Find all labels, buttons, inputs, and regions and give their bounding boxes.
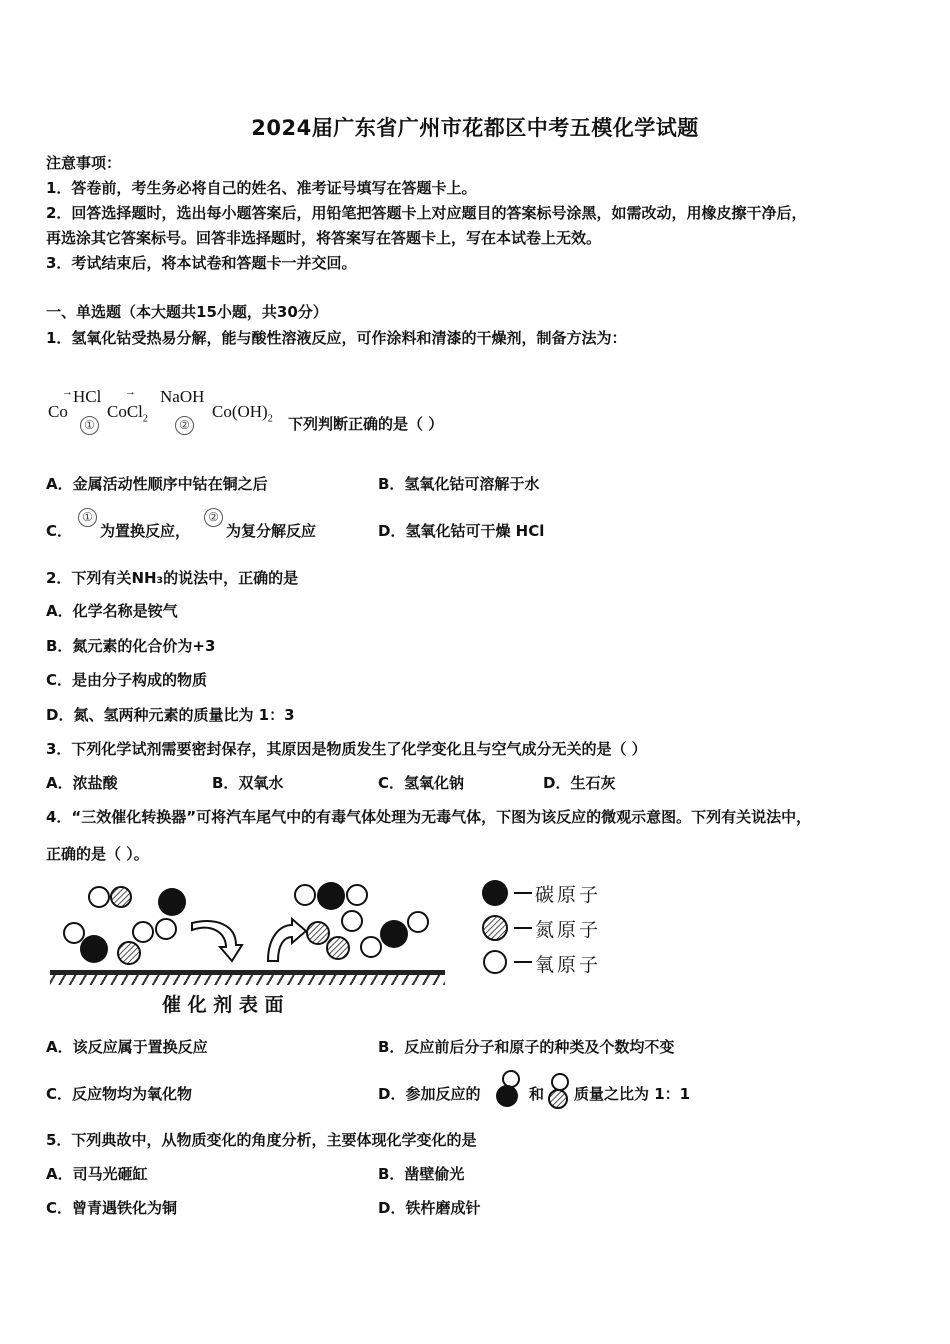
q3-option-c: C．氢氧化钠 — [378, 774, 465, 792]
arrow-down-icon — [192, 921, 242, 961]
eq-co: Co — [48, 402, 68, 421]
step-2-marker: ② — [175, 416, 194, 435]
eq-cooh2: $Co(OH)_2$ — [212, 402, 273, 425]
legend-carbon-label: 碳原子 — [535, 884, 602, 906]
legend-oxygen-label: 氧原子 — [535, 954, 602, 976]
q1-option-d: D．氢氧化钴可干燥 HCl — [378, 522, 545, 540]
co-molecule-icon — [494, 1069, 524, 1109]
surface-label: 催 化 剂 表 面 — [162, 994, 284, 1016]
oxygen-atom-left — [156, 919, 176, 939]
q4-option-d-and: 和 — [529, 1085, 545, 1103]
q1-option-b: B．氢氧化钴可溶解于水 — [378, 475, 540, 493]
q1-option-a: A．金属活动性顺序中钴在铜之后 — [46, 475, 268, 493]
arrow-2-icon: → — [125, 386, 136, 398]
oxygen-atom-right — [342, 911, 362, 931]
q4-option-b: B．反应前后分子和原子的种类及个数均不变 — [378, 1038, 675, 1056]
q3-stem: 3．下列化学试剂需要密封保存，其原因是物质发生了化学变化且与空气成分无关的是（ ） — [46, 740, 647, 758]
notice-3: 3．考试结束后，将本试卷和答题卡一并交回。 — [46, 254, 357, 272]
q1-option-c-mid: 为置换反应， — [100, 522, 191, 540]
q5-option-b: B．凿壁偷光 — [378, 1165, 465, 1183]
q1-option-c-label: C． — [46, 522, 73, 540]
molecule-no-mid — [118, 922, 153, 964]
notice-heading: 注意事项： — [46, 154, 122, 172]
section-heading: 一、单选题（本大题共15小题，共30分） — [46, 303, 328, 321]
molecule-co2-right — [361, 912, 428, 957]
q2-option-c: C．是由分子构成的物质 — [46, 671, 208, 689]
q4-option-d-prefix: D．参加反应的 — [378, 1085, 481, 1103]
molecule-co-top — [158, 888, 186, 916]
q2-option-a: A．化学名称是铵气 — [46, 602, 178, 620]
notice-2a: 2．回答选择题时，选出每小题答案后，用铅笔把答题卡上对应题目的答案标号涂黑，如需改动，用橡皮擦干净后， — [46, 204, 807, 222]
catalyst-surface-hatch — [50, 975, 445, 985]
legend-nitrogen-label: 氮原子 — [535, 919, 602, 941]
eq-hcl: HCl — [73, 387, 102, 406]
q2-option-b: B．氮元素的化合价为+3 — [46, 637, 216, 655]
q5-option-d: D．铁杵磨成针 — [378, 1199, 481, 1217]
eq-cocl2: CoCl$_2$ — [107, 402, 148, 425]
q3-option-d: D．生石灰 — [543, 774, 616, 792]
q5-option-a: A．司马光砸缸 — [46, 1165, 148, 1183]
arrow-up-icon — [268, 919, 306, 961]
step-1-marker: ① — [80, 416, 99, 435]
q2-option-d: D．氮、氢两种元素的质量比为 1：3 — [46, 706, 295, 724]
no-molecule-icon — [546, 1072, 572, 1112]
q1-tail: 下列判断正确的是（ ） — [288, 415, 444, 433]
molecule-co-left — [64, 923, 108, 963]
step-2-marker-c: ② — [204, 508, 223, 527]
molecule-co2-top — [295, 882, 367, 910]
q4-stem-b: 正确的是（ ）。 — [46, 845, 149, 863]
notice-2b: 再选涂其它答案标号。回答非选择题时，将答案写在答题卡上，写在本试卷上无效。 — [46, 229, 602, 247]
eq-naoh: NaOH — [160, 387, 205, 406]
q4-option-d-end: 质量之比为 1：1 — [574, 1085, 691, 1103]
q5-option-c: C．曾青遇铁化为铜 — [46, 1199, 178, 1217]
q4-stem-a: 4．“三效催化转换器”可将汽车尾气中的有毒气体处理为无毒气体，下图为该反应的微观示意图。下列有关说法中， — [46, 808, 812, 826]
notice-1: 1．答卷前，考生务必将自己的姓名、准考证号填写在答题卡上。 — [46, 179, 477, 197]
molecule-no-left — [89, 887, 131, 907]
step-1-marker-c: ① — [78, 508, 97, 527]
arrow-1-icon: → — [62, 386, 73, 398]
legend-carbon-icon — [482, 880, 508, 906]
q4-option-c: C．反应物均为氧化物 — [46, 1085, 193, 1103]
q5-stem: 5．下列典故中，从物质变化的角度分析，主要体现化学变化的是 — [46, 1131, 477, 1149]
q3-option-b: B．双氧水 — [212, 774, 284, 792]
molecule-n2 — [307, 922, 349, 959]
q1-option-c-end: 为复分解反应 — [226, 522, 317, 540]
legend-oxygen-icon — [484, 951, 506, 973]
q3-option-a: A．浓盐酸 — [46, 774, 118, 792]
page-title: 2024届广东省广州市花都区中考五模化学试题 — [251, 116, 699, 140]
legend — [482, 880, 532, 973]
q2-stem: 2．下列有关NH₃的说法中，正确的是 — [46, 569, 299, 587]
q4-option-a: A．该反应属于置换反应 — [46, 1038, 208, 1056]
q1-stem: 1．氢氧化钴受热易分解，能与酸性溶液反应，可作涂料和清漆的干燥剂，制备方法为： — [46, 329, 627, 347]
legend-nitrogen-icon — [483, 916, 507, 940]
